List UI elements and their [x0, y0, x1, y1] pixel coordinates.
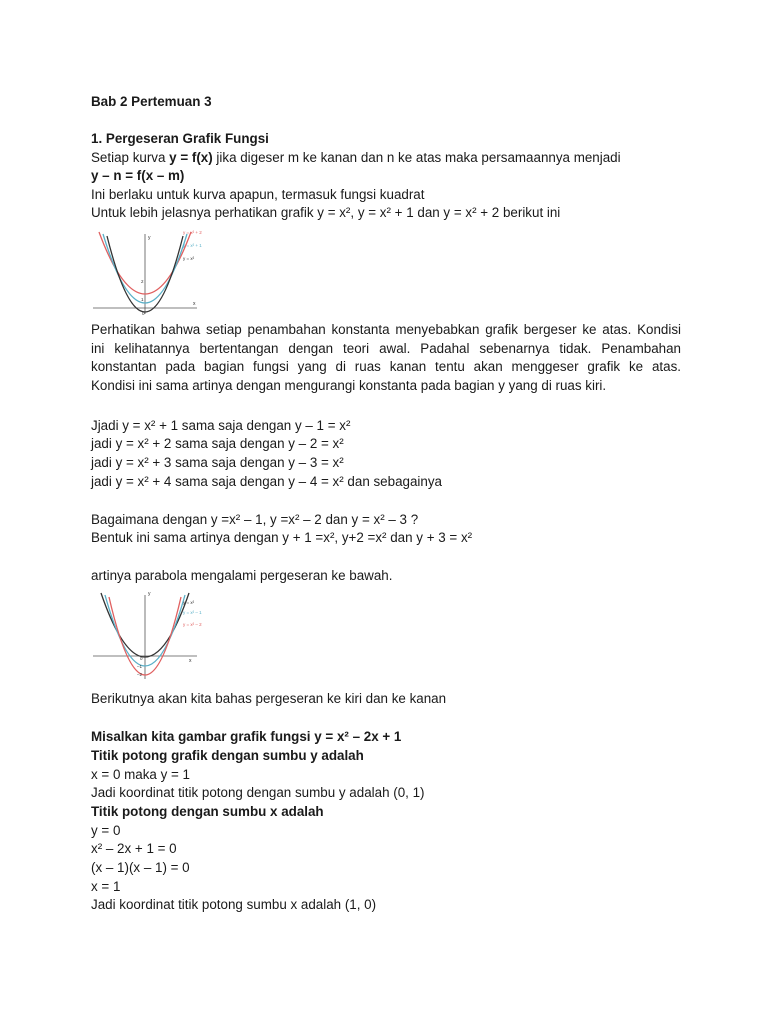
paragraph: [91, 321, 681, 395]
equation-line: Jjadi y = x² + 1 sama saja dengan y – 1 = x²: [91, 418, 351, 433]
subheading: Titik potong grafik dengan sumbu y adalah: [91, 748, 364, 763]
tick-label: 2: [141, 279, 144, 284]
body-line: x² – 2x + 1 = 0: [91, 841, 177, 856]
equation-line: jadi y = x² + 2 sama saja dengan y – 2 = x²: [91, 436, 344, 451]
graph-upward-shift: [93, 228, 205, 318]
y-axis-label: y: [148, 235, 151, 241]
body-line: Jadi koordinat titik potong sumbu x adalah (1, 0): [91, 897, 377, 912]
tick-label: 0: [140, 656, 143, 661]
body-line: Jadi koordinat titik potong dengan sumbu y adalah (0, 1): [91, 785, 425, 800]
body-line: Ini berlaku untuk kurva apapun, termasuk fungsi kuadrat: [91, 187, 425, 202]
tick-label: –2: [137, 672, 143, 677]
y-axis-label: y: [148, 591, 151, 597]
legend-label: y = x² – 1: [183, 610, 202, 615]
tick-label: –1: [137, 664, 143, 669]
body-line: y = 0: [91, 823, 121, 838]
text-run-bold: y = f(x): [169, 150, 213, 165]
equation-line: jadi y = x² + 4 sama saja dengan y – 4 = x² dan sebagainya: [91, 474, 442, 489]
tick-label: 0: [142, 311, 145, 316]
text-run: Setiap kurva: [91, 150, 170, 165]
paragraph-line: Kondisi ini sama artinya dengan mengurangi konstanta pada bagian y yang di ruas kiri.: [91, 377, 607, 393]
graph-downward-shift: [93, 589, 205, 681]
body-line: x = 1: [91, 879, 121, 894]
section-heading: 1. Pergeseran Grafik Fungsi: [91, 131, 269, 146]
legend-label: y = x² + 2: [183, 230, 202, 235]
body-line: Bentuk ini sama artinya dengan y + 1 =x², y+2 =x² dan y + 3 = x²: [91, 530, 473, 545]
text-run: jika digeser m ke kanan dan n ke atas maka persamaannya menjadi: [212, 150, 621, 165]
body-line: (x – 1)(x – 1) = 0: [91, 860, 190, 875]
legend-label: y = x²: [183, 600, 195, 605]
body-line: x = 0 maka y = 1: [91, 767, 190, 782]
question-line: Bagaimana dengan y =x² – 1, y =x² – 2 dan y = x² – 3 ?: [91, 512, 419, 527]
paragraph-line: konstantan pada bagian fungsi yang di ruas kanan tentu akan menggeser grafik ke atas.: [91, 359, 681, 375]
legend-label: y = x²: [183, 256, 195, 261]
subheading: Titik potong dengan sumbu x adalah: [91, 804, 324, 819]
body-line: artinya parabola mengalami pergeseran ke bawah.: [91, 568, 393, 583]
paragraph-line: Perhatikan bahwa setiap penambahan konstanta menyebabkan grafik bergeser ke atas. Kondisi: [91, 322, 681, 337]
x-axis-label: x: [193, 301, 196, 307]
formula-line: y – n = f(x – m): [91, 168, 185, 183]
paragraph-line: ini kelihatannya bertentangan dengan teori awal. Padahal sebenarnya tidak. Penambahan: [91, 340, 681, 356]
legend-label: y = x² + 1: [183, 243, 202, 248]
example-heading: Misalkan kita gambar grafik fungsi y = x² – 2x + 1: [91, 729, 402, 744]
body-line: Berikutnya akan kita bahas pergeseran ke kiri dan ke kanan: [91, 691, 447, 706]
body-line: [91, 149, 681, 168]
equation-line: jadi y = x² + 3 sama saja dengan y – 3 = x²: [91, 455, 344, 470]
chapter-title: Bab 2 Pertemuan 3: [91, 94, 212, 109]
body-line: Untuk lebih jelasnya perhatikan grafik y = x², y = x² + 1 dan y = x² + 2 berikut ini: [91, 205, 561, 220]
x-axis-label: x: [189, 658, 192, 664]
tick-label: 1: [141, 297, 144, 302]
legend-label: y = x² – 2: [183, 622, 202, 627]
